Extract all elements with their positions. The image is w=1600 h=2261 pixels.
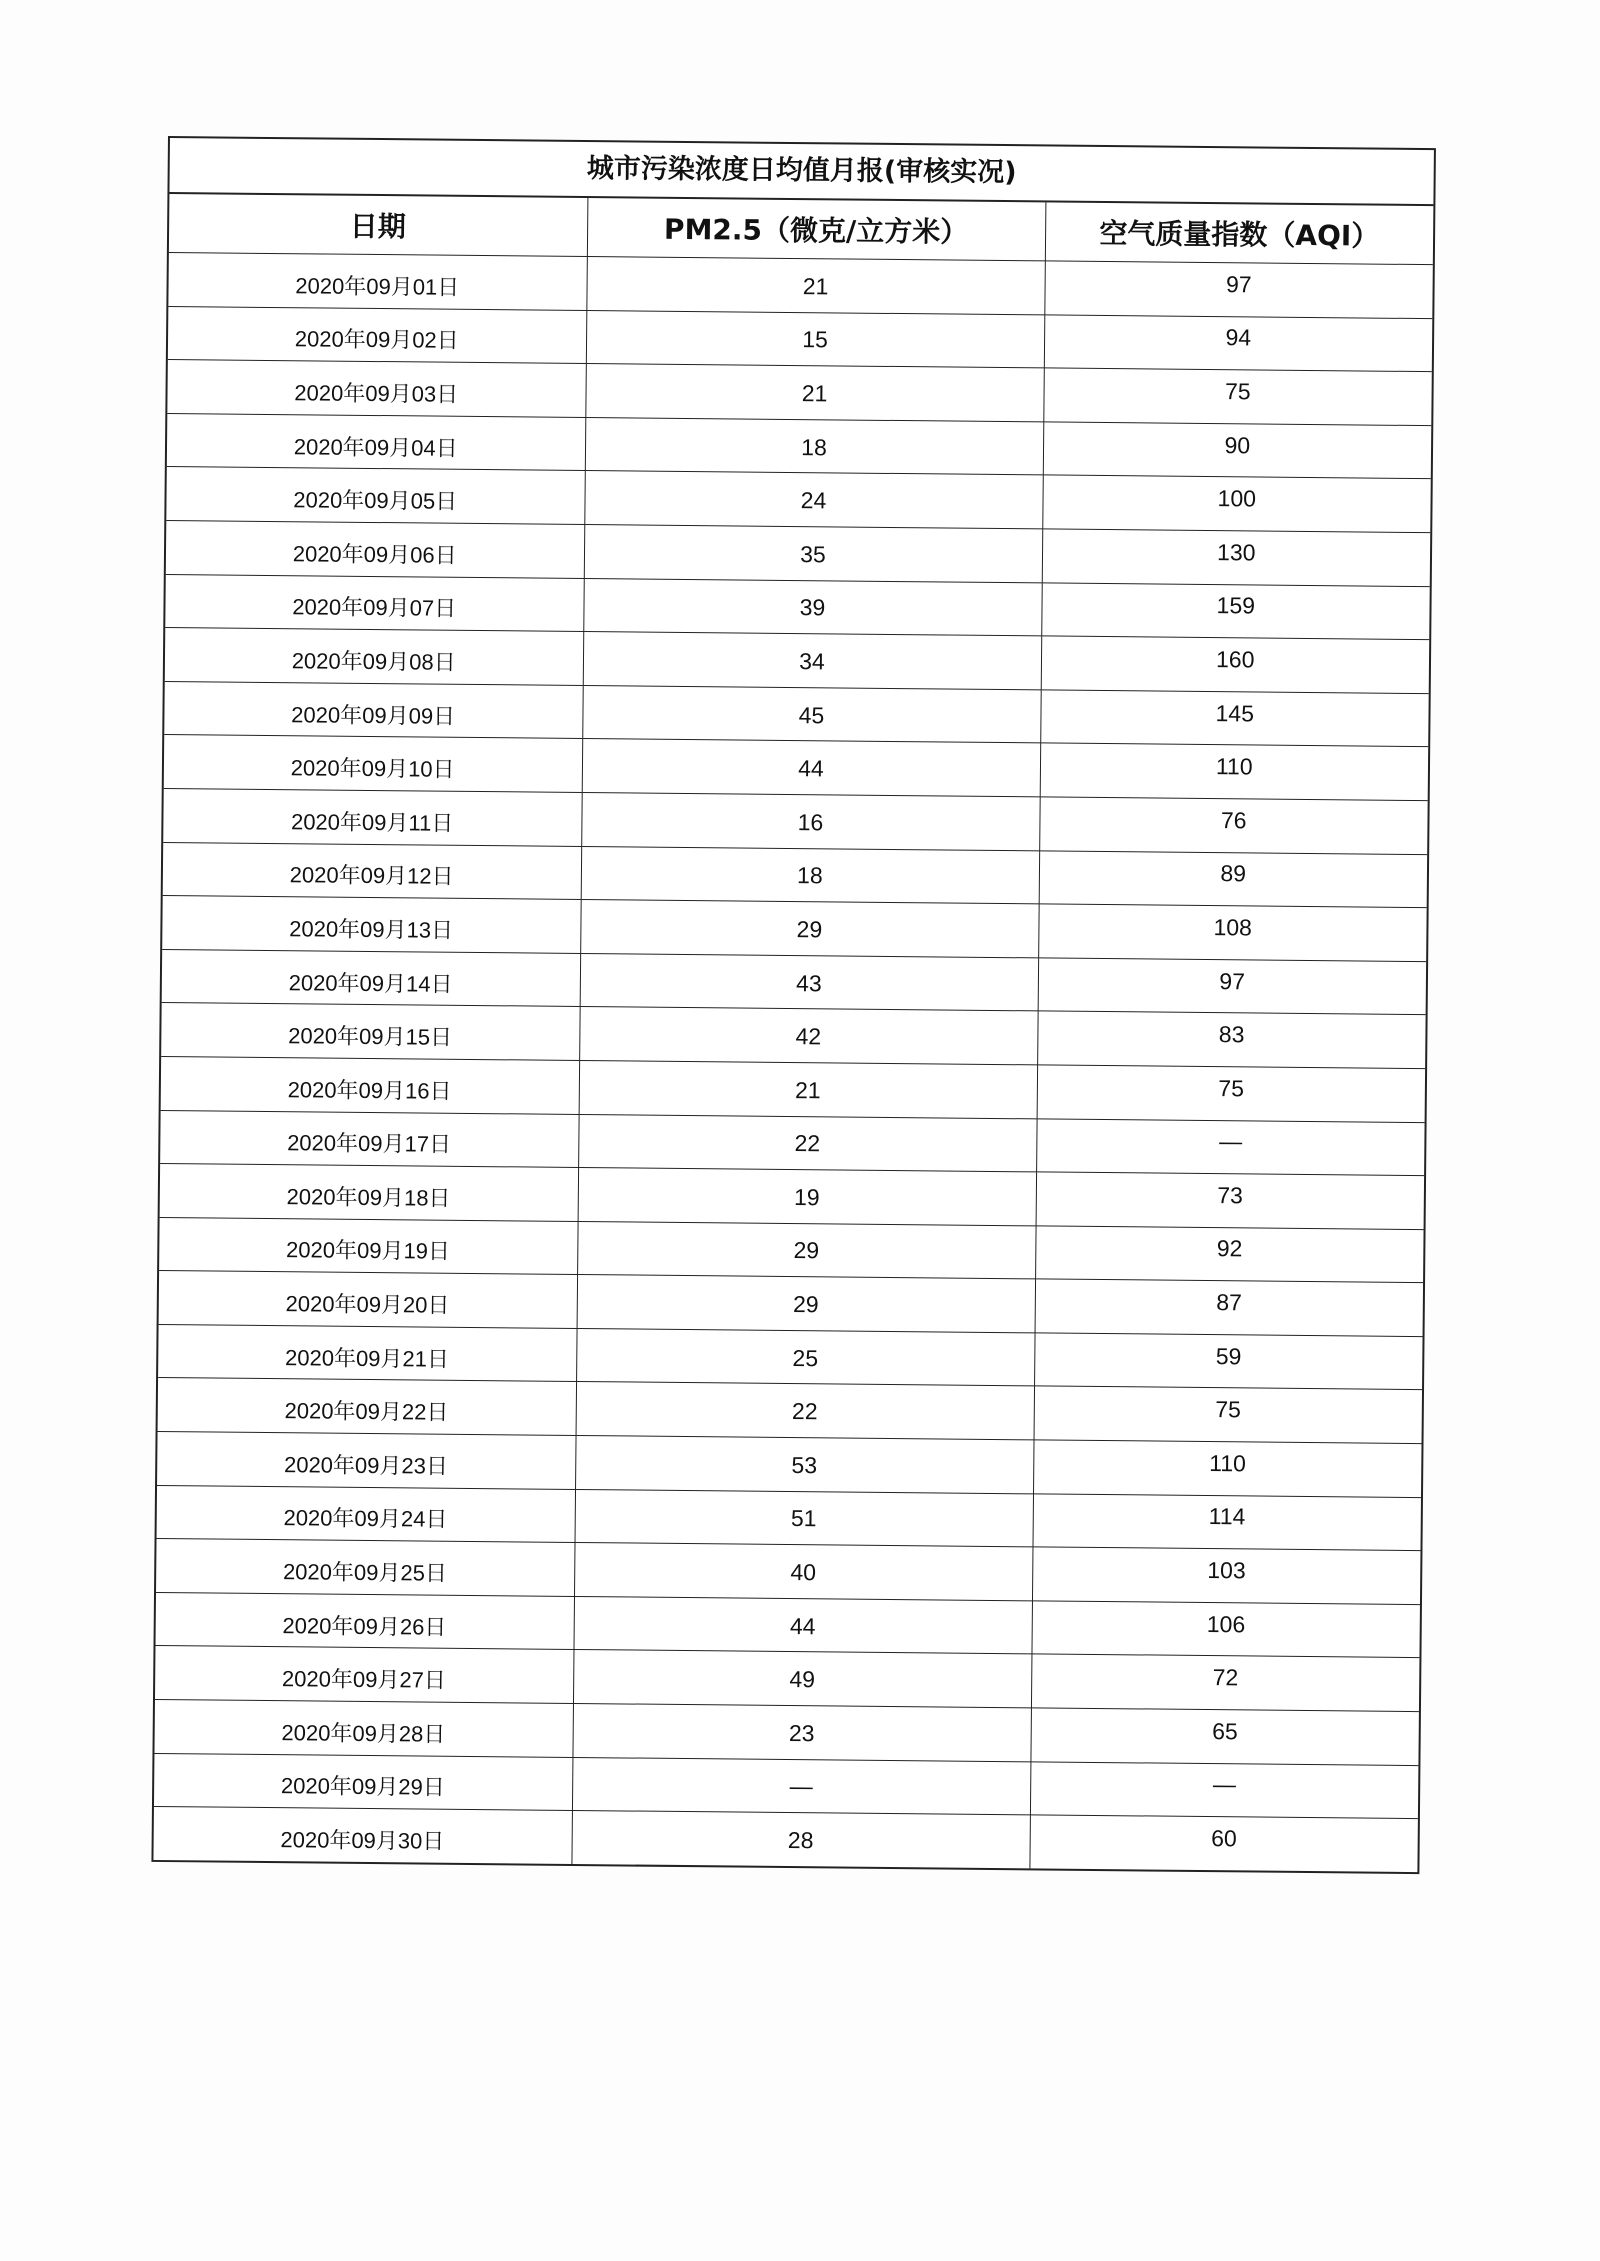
aqi-cell: 97: [1038, 958, 1426, 1015]
pm-cell: 42: [579, 1007, 1037, 1065]
pm-cell: 16: [581, 792, 1039, 850]
aqi-cell: 87: [1035, 1279, 1423, 1336]
monthly-report-table: [151, 136, 1436, 1874]
date-cell: 2020年09月03日: [167, 360, 585, 418]
date-cell: 2020年09月06日: [166, 520, 584, 578]
date-cell: 2020年09月27日: [155, 1646, 573, 1704]
pm-cell: 29: [577, 1275, 1035, 1333]
date-cell: 2020年09月16日: [161, 1056, 579, 1114]
date-cell: 2020年09月23日: [157, 1432, 575, 1490]
aqi-cell: —: [1036, 1118, 1424, 1175]
pm-cell: 49: [573, 1650, 1031, 1708]
date-cell: 2020年09月08日: [165, 628, 583, 686]
date-cell: 2020年09月13日: [162, 896, 580, 954]
date-cell: 2020年09月01日: [168, 253, 586, 311]
table-body: [153, 253, 1432, 1872]
date-cell: 2020年09月18日: [160, 1164, 578, 1222]
date-cell: 2020年09月17日: [160, 1110, 578, 1168]
pm-cell: 28: [571, 1811, 1029, 1868]
pm-cell: 44: [573, 1596, 1031, 1654]
aqi-cell: 75: [1043, 368, 1431, 425]
date-cell: 2020年09月14日: [162, 949, 580, 1007]
date-cell: 2020年09月10日: [164, 735, 582, 793]
date-cell: 2020年09月12日: [163, 842, 581, 900]
pm-cell: 19: [578, 1168, 1036, 1226]
aqi-cell: 108: [1038, 904, 1426, 961]
date-cell: 2020年09月11日: [163, 788, 581, 846]
aqi-cell: 75: [1037, 1065, 1425, 1122]
pm25-column-header: PM2.5（微克/立方米）: [587, 198, 1046, 261]
aqi-cell: 114: [1032, 1494, 1420, 1551]
aqi-cell: 145: [1040, 690, 1428, 747]
aqi-cell: 73: [1036, 1172, 1424, 1229]
pm-cell: 35: [584, 524, 1042, 582]
date-cell: 2020年09月04日: [167, 413, 585, 471]
date-cell: 2020年09月24日: [157, 1485, 575, 1543]
pm-cell: 25: [576, 1328, 1034, 1386]
aqi-cell: 59: [1034, 1333, 1422, 1390]
aqi-cell: 90: [1043, 422, 1431, 479]
pm-cell: 43: [580, 953, 1038, 1011]
aqi-cell: 94: [1044, 315, 1432, 372]
date-cell: 2020年09月02日: [168, 306, 586, 364]
date-cell: 2020年09月29日: [154, 1753, 572, 1811]
date-cell: 2020年09月26日: [156, 1592, 574, 1650]
aqi-cell: 72: [1031, 1654, 1419, 1711]
report-title: 城市污染浓度日均值月报(审核实况): [169, 138, 1433, 206]
aqi-cell: 106: [1031, 1601, 1419, 1658]
date-cell: 2020年09月15日: [161, 1003, 579, 1061]
pm-cell: 40: [574, 1543, 1032, 1601]
pm-cell: 18: [585, 417, 1043, 475]
aqi-cell: 110: [1040, 743, 1428, 800]
date-cell: 2020年09月21日: [158, 1324, 576, 1382]
aqi-cell: 75: [1034, 1386, 1422, 1443]
aqi-cell: 76: [1039, 797, 1427, 854]
aqi-cell: —: [1030, 1761, 1418, 1818]
date-column-header: 日期: [169, 194, 588, 257]
date-cell: 2020年09月20日: [159, 1271, 577, 1329]
aqi-cell: 60: [1029, 1815, 1417, 1872]
date-cell: 2020年09月07日: [165, 574, 583, 632]
date-cell: 2020年09月09日: [164, 681, 582, 739]
aqi-cell: 103: [1032, 1547, 1420, 1604]
pm-cell: 24: [584, 471, 1042, 529]
pm-cell: 45: [582, 685, 1040, 743]
date-cell: 2020年09月19日: [159, 1217, 577, 1275]
date-cell: 2020年09月28日: [154, 1699, 572, 1757]
aqi-cell: 159: [1041, 582, 1429, 639]
aqi-cell: 89: [1039, 850, 1427, 907]
pm-cell: 22: [576, 1382, 1034, 1440]
aqi-cell: 92: [1035, 1226, 1423, 1283]
pm-cell: 44: [582, 739, 1040, 797]
date-cell: 2020年09月30日: [153, 1807, 571, 1864]
aqi-column-header: 空气质量指数（AQI）: [1045, 202, 1434, 264]
table-row: [153, 1807, 1417, 1872]
pm-cell: 18: [581, 846, 1039, 904]
aqi-cell: 97: [1044, 261, 1432, 318]
date-cell: 2020年09月22日: [158, 1378, 576, 1436]
pm-cell: 22: [578, 1114, 1036, 1172]
pm-cell: 23: [572, 1703, 1030, 1761]
aqi-cell: 83: [1037, 1011, 1425, 1068]
pm-cell: 51: [575, 1489, 1033, 1547]
pm-cell: 39: [583, 578, 1041, 636]
date-cell: 2020年09月25日: [156, 1539, 574, 1597]
aqi-cell: 160: [1041, 636, 1429, 693]
pm-cell: 21: [585, 364, 1043, 422]
pm-cell: —: [572, 1757, 1030, 1815]
pm-cell: 15: [586, 310, 1044, 368]
data-table: [153, 194, 1433, 1872]
aqi-cell: 100: [1042, 475, 1430, 532]
pm-cell: 34: [583, 632, 1041, 690]
aqi-cell: 110: [1033, 1440, 1421, 1497]
pm-cell: 29: [577, 1221, 1035, 1279]
aqi-cell: 65: [1030, 1708, 1418, 1765]
pm-cell: 21: [579, 1060, 1037, 1118]
pm-cell: 29: [580, 900, 1038, 958]
aqi-cell: 130: [1042, 529, 1430, 586]
pm-cell: 53: [575, 1436, 1033, 1494]
date-cell: 2020年09月05日: [166, 467, 584, 525]
pm-cell: 21: [586, 257, 1044, 315]
